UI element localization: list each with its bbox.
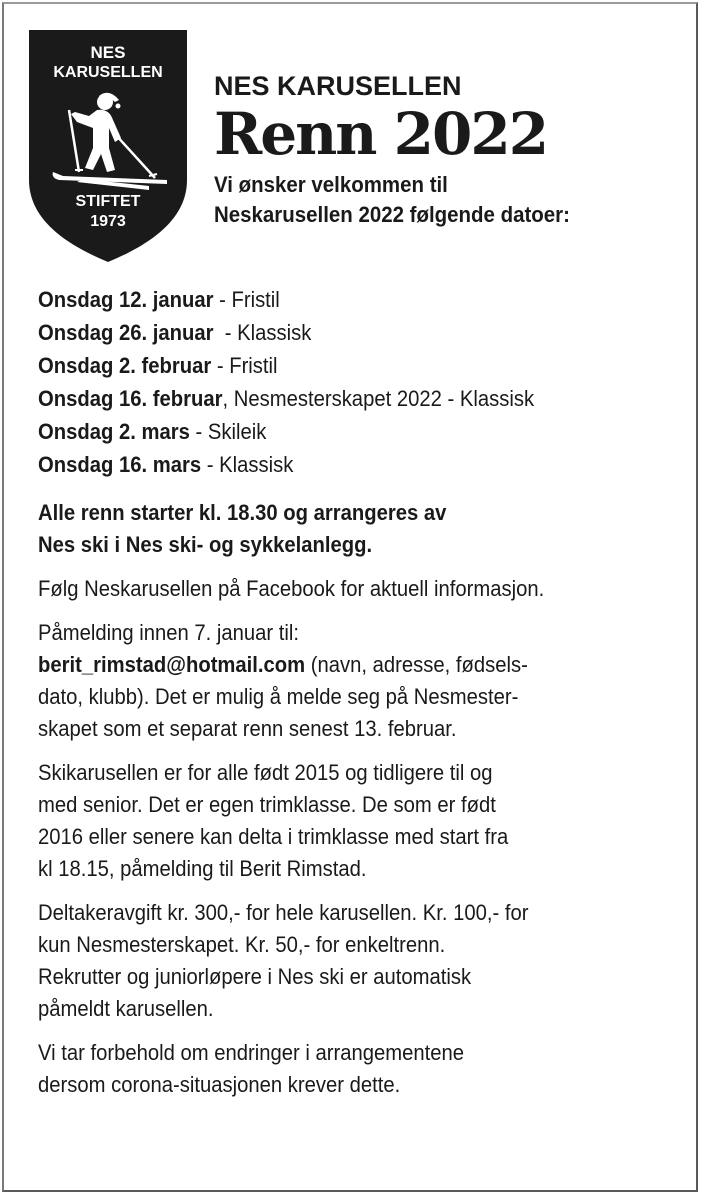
registration-line-2-rest: (navn, adresse, fødsels- [305,652,528,677]
eligibility-line-3: 2016 eller senere kan delta i trimklasse med start fra [38,824,509,849]
race-date: Onsdag 26. januar [38,320,214,345]
race-style: - Fristil [213,287,280,312]
race-style: - Fristil [211,353,278,378]
race-date-item [38,349,636,382]
kicker-title: NES KARUSELLEN [214,71,462,101]
race-style: - Klassisk [201,452,294,477]
logo-text-nes: NES [90,43,126,62]
race-style: - Skileik [189,419,267,444]
registration-line-1: Påmelding innen 7. januar til: [38,620,300,645]
race-date: Onsdag 12. januar [38,287,214,312]
race-date-item [38,283,636,316]
race-date: Onsdag 2. februar [38,353,212,378]
body-text [38,283,688,1101]
eligibility-line-2: med senior. Det er egen trimklasse. De som er født [38,792,496,817]
disclaimer-line-1: Vi tar forbehold om endringer i arrangementene [38,1040,465,1065]
start-info-line-2: Nes ski i Nes ski- og sykkelanlegg. [38,532,373,557]
fees-line-4: påmeldt karusellen. [38,996,214,1021]
race-date-item [38,448,636,481]
fees-line-3: Rekrutter og juniorløpere i Nes ski er automatisk [38,964,472,989]
fees-line-2: kun Nesmesterskapet. Kr. 50,- for enkeltrenn. [38,932,446,957]
header [214,70,597,230]
page-title: Renn 2022 [214,100,548,168]
intro-line-1: Vi ønsker velkommen til [214,172,448,197]
registration-info [38,617,636,745]
race-date-item [38,415,636,448]
race-date: Onsdag 16. mars [38,452,202,477]
race-style: , Nesmesterskapet 2022 - Klassisk [222,386,535,411]
registration-email-link[interactable]: berit_rimstad@hotmail.com [38,652,306,677]
registration-line-4: skapet som et separat renn senest 13. februar. [38,716,457,741]
eligibility-info [38,757,636,885]
race-style: - Klassisk [213,320,312,345]
shield-icon [29,30,187,262]
eligibility-line-4: kl 18.15, påmelding til Berit Rimstad. [38,856,367,881]
registration-line-3: dato, klubb). Det er mulig å melde seg på Nesmester- [38,684,519,709]
race-date-item [38,316,636,349]
race-dates-list [38,283,688,481]
intro-line-2: Neskarusellen 2022 følgende datoer: [214,202,570,227]
facebook-line: Følg Neskarusellen på Facebook for aktuell informasjon. [38,576,545,601]
logo-text-stiftet: STIFTET [75,193,141,210]
registration-line-2 [38,649,636,681]
start-info-line-1: Alle renn starter kl. 18.30 og arrangeres av [38,500,447,525]
start-info [38,497,636,561]
eligibility-line-1: Skikarusellen er for alle født 2015 og tidligere til og [38,760,493,785]
race-date: Onsdag 16. februar [38,386,223,411]
nes-karusellen-logo [29,30,187,262]
race-date-item [38,382,636,415]
fees-info [38,897,636,1025]
fees-line-1: Deltakeravgift kr. 300,- for hele karusellen. Kr. 100,- for [38,900,529,925]
logo-text-karusellen: KARUSELLEN [53,64,163,81]
disclaimer [38,1037,636,1101]
facebook-info [38,573,636,605]
logo-text-year: 1973 [90,213,126,230]
race-date: Onsdag 2. mars [38,419,190,444]
disclaimer-line-2: dersom corona-situasjonen krever dette. [38,1072,401,1097]
